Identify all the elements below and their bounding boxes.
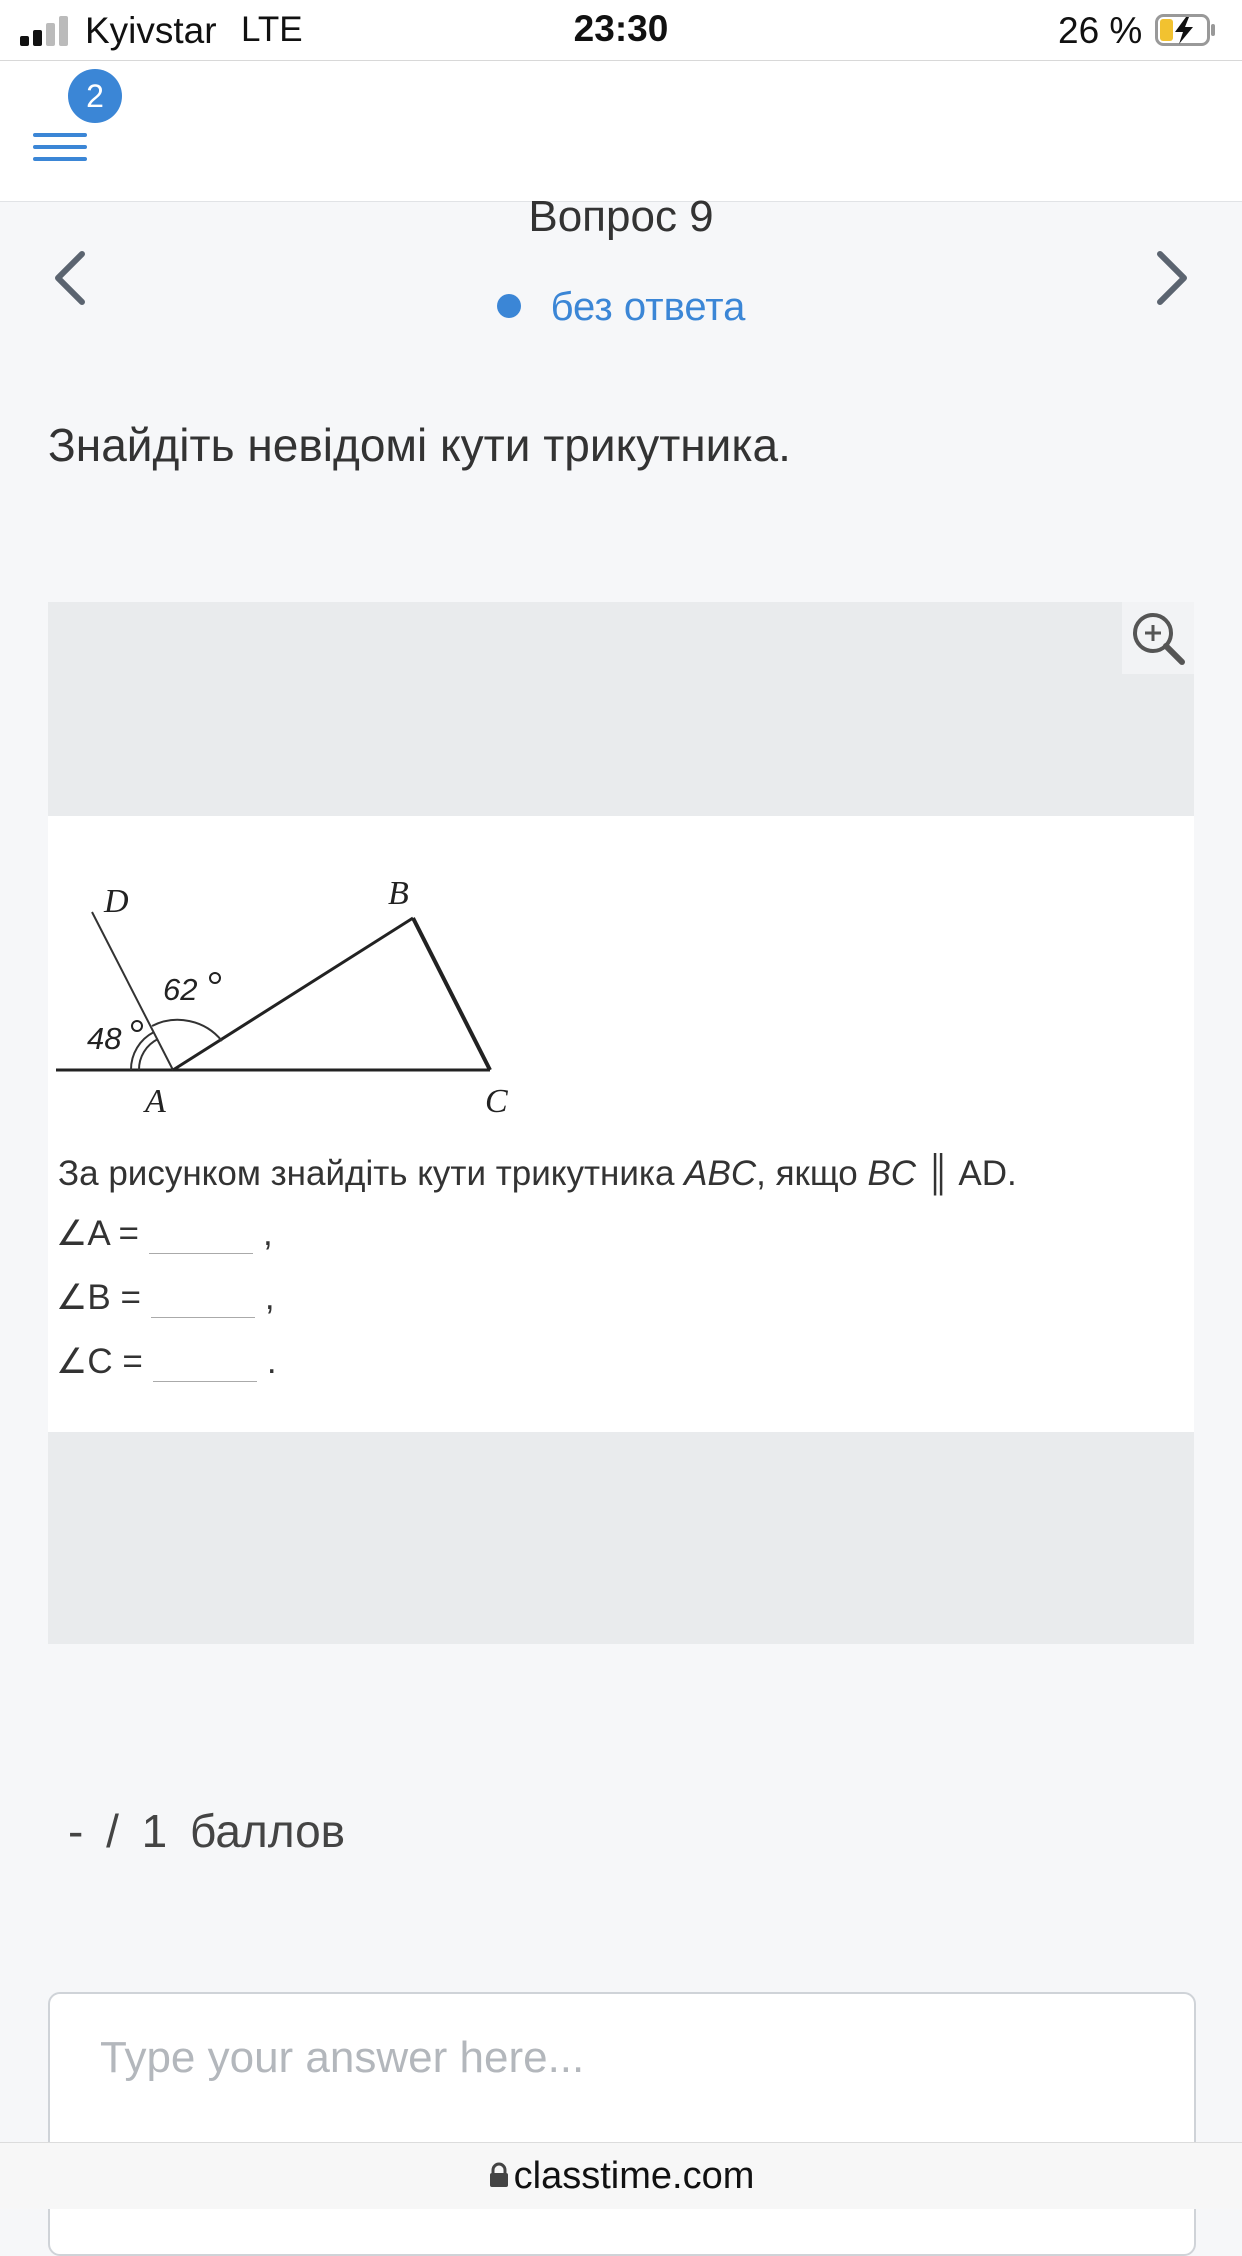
battery-percent: 26 % bbox=[1058, 10, 1143, 51]
label-a: A bbox=[145, 1083, 166, 1120]
notification-badge: 2 bbox=[68, 69, 122, 123]
battery-charging-icon bbox=[1155, 14, 1217, 46]
parallel-sign: ║ bbox=[916, 1154, 959, 1193]
app-header bbox=[0, 61, 1242, 202]
question-image-panel bbox=[48, 602, 1194, 1644]
task-text bbox=[58, 1154, 1017, 1194]
url-display bbox=[0, 2155, 1242, 2198]
task-end: . bbox=[1007, 1154, 1017, 1193]
task-bc: BC bbox=[867, 1154, 917, 1193]
task-ad: AD bbox=[958, 1154, 1008, 1193]
answer-input[interactable] bbox=[98, 2032, 1152, 2084]
answer-status bbox=[0, 285, 1242, 330]
angle-a-row bbox=[56, 1214, 273, 1254]
angle-a-label: ∠A = bbox=[56, 1214, 139, 1253]
zoom-in-button[interactable] bbox=[1122, 602, 1194, 674]
browser-url-bar[interactable] bbox=[0, 2142, 1242, 2209]
carrier-name: Kyivstar bbox=[85, 10, 217, 51]
angle-c-blank bbox=[153, 1345, 257, 1382]
angle-b-row bbox=[56, 1278, 275, 1318]
degree-48-icon bbox=[132, 1021, 142, 1031]
status-dot-icon bbox=[497, 294, 521, 318]
question-title: Вопрос 9 bbox=[528, 192, 714, 241]
triangle-figure bbox=[48, 816, 668, 1136]
network-type: LTE bbox=[241, 10, 303, 49]
angle-c-row bbox=[56, 1342, 277, 1382]
label-c: C bbox=[485, 1083, 508, 1120]
question-image bbox=[48, 816, 1194, 1432]
angle-62-label: 62 bbox=[163, 972, 198, 1007]
url-text: classtime.com bbox=[513, 2155, 755, 2197]
score-label: - / 1 баллов bbox=[68, 1805, 346, 1857]
degree-62-icon bbox=[210, 973, 220, 983]
task-abc: ABC bbox=[684, 1154, 757, 1193]
angle-c-label: ∠C = bbox=[56, 1342, 143, 1381]
answer-box[interactable] bbox=[48, 1992, 1196, 2256]
angle-b-separator: , bbox=[264, 1278, 275, 1317]
status-bar bbox=[0, 0, 1242, 61]
zoom-in-icon bbox=[1122, 602, 1194, 674]
answer-status-label: без ответа bbox=[550, 285, 746, 329]
angle-b-blank bbox=[151, 1281, 255, 1318]
lock-icon bbox=[488, 2162, 510, 2188]
label-d: D bbox=[104, 883, 129, 920]
task-prefix: За рисунком знайдіть кути трикутника bbox=[58, 1154, 685, 1193]
task-mid: , якщо bbox=[756, 1154, 868, 1193]
angle-b-label: ∠B = bbox=[56, 1278, 141, 1317]
question-text: Знайдіть невідомі кути трикутника. bbox=[48, 419, 791, 471]
angle-48-label: 48 bbox=[87, 1021, 122, 1056]
angle-a-separator: , bbox=[262, 1214, 273, 1253]
angle-a-blank bbox=[149, 1217, 253, 1254]
clock: 23:30 bbox=[573, 8, 669, 49]
label-b: B bbox=[388, 875, 409, 912]
angle-c-separator: . bbox=[266, 1342, 277, 1381]
